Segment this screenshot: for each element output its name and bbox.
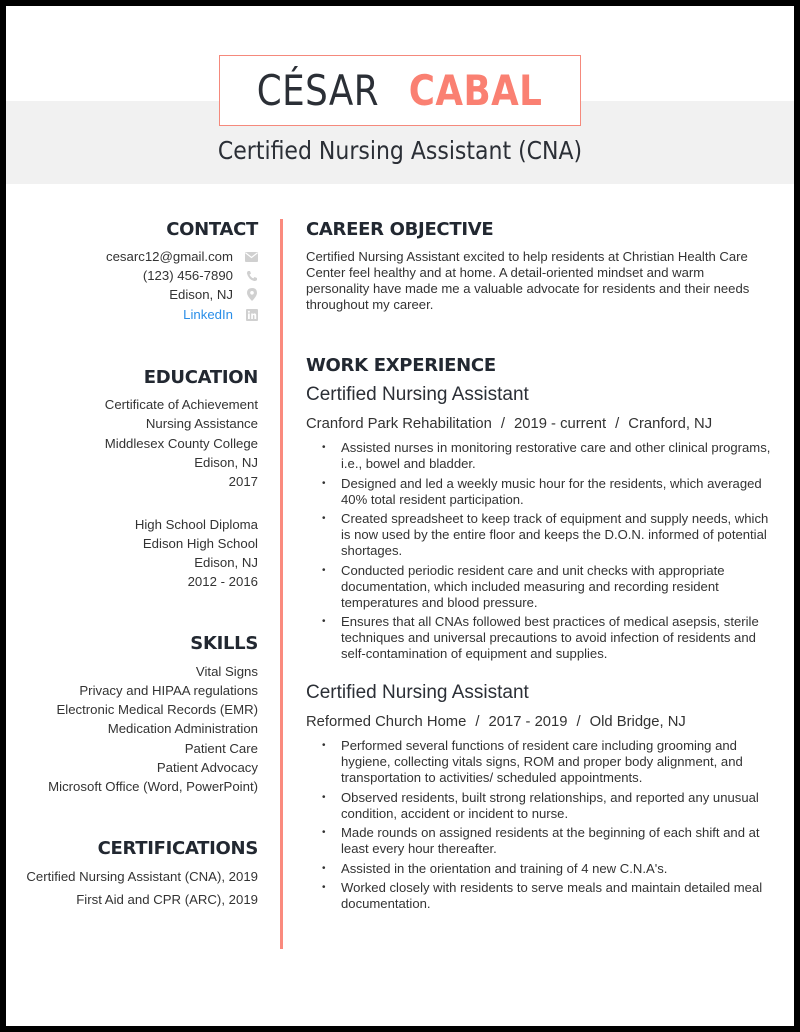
skill-item: Medication Administration bbox=[107, 721, 258, 736]
skill-item: Privacy and HIPAA regulations bbox=[79, 683, 258, 698]
envelope-icon bbox=[245, 250, 258, 263]
job-employer: Reformed Church Home bbox=[306, 714, 467, 730]
skill-item: Electronic Medical Records (EMR) bbox=[56, 702, 258, 717]
education-heading: EDUCATION bbox=[143, 367, 258, 388]
linkedin-link[interactable]: LinkedIn bbox=[183, 307, 233, 322]
education-line: Middlesex County College bbox=[104, 436, 258, 451]
meta-separator: / bbox=[500, 416, 506, 432]
job-location: Old Bridge, NJ bbox=[589, 714, 686, 730]
education-line: Edison, NJ bbox=[194, 455, 258, 470]
skills-heading: SKILLS bbox=[190, 633, 258, 654]
certifications-heading: CERTIFICATIONS bbox=[97, 838, 258, 859]
last-name: CABAL bbox=[409, 66, 543, 115]
phone-icon bbox=[245, 269, 258, 282]
contact-heading: CONTACT bbox=[166, 219, 258, 240]
skill-item: Patient Care bbox=[184, 741, 258, 756]
education-line: 2017 bbox=[228, 474, 258, 489]
job-title-header: Certified Nursing Assistant (CNA) bbox=[217, 136, 583, 165]
linkedin-icon bbox=[245, 308, 258, 321]
meta-separator: / bbox=[475, 714, 480, 730]
objective-heading: CAREER OBJECTIVE bbox=[306, 219, 494, 240]
job-bullet: • Worked closely with residents to serve meals and maintain detailed meal documentation. bbox=[322, 880, 772, 912]
column-divider bbox=[280, 219, 283, 949]
contact-email[interactable] bbox=[106, 249, 258, 264]
meta-separator: / bbox=[576, 714, 581, 730]
name-box bbox=[219, 55, 581, 126]
first-name: CÉSAR bbox=[256, 66, 379, 115]
education-line: Certificate of Achievement bbox=[104, 397, 258, 412]
experience-heading: WORK EXPERIENCE bbox=[306, 355, 496, 376]
job-title: Certified Nursing Assistant bbox=[306, 384, 529, 405]
location-text: Edison, NJ bbox=[169, 287, 233, 302]
job-bullet: • Observed residents, built strong relationships, and reported any unusual condition, accident or incident to nurse. bbox=[322, 790, 772, 822]
education-line: High School Diploma bbox=[134, 517, 258, 532]
job-bullet: • Conducted periodic resident care and unit checks with appropriate documentation, which included measuring and recording resident temperatures and blood pressure. bbox=[322, 563, 772, 611]
phone-text[interactable]: (123) 456-7890 bbox=[142, 268, 233, 283]
job-meta bbox=[306, 714, 686, 730]
job-dates: 2017 - 2019 bbox=[488, 714, 568, 730]
skill-item: Patient Advocacy bbox=[156, 760, 258, 775]
map-pin-icon bbox=[245, 288, 258, 301]
job-bullet: • Made rounds on assigned residents at the beginning of each shift and at least every hour thereafter. bbox=[322, 825, 772, 857]
job-dates: 2019 - current bbox=[514, 416, 607, 432]
job-bullet: • Assisted nurses in monitoring restorative care and other clinical programs, i.e., bowel and bladder. bbox=[322, 440, 772, 472]
resume-page bbox=[6, 6, 794, 1026]
job-bullet: • Assisted in the orientation and training of 4 new C.N.A's. bbox=[322, 861, 772, 877]
job-location: Cranford, NJ bbox=[628, 416, 713, 432]
job-title: Certified Nursing Assistant bbox=[306, 682, 529, 703]
job-bullet: • Ensures that all CNAs followed best practices of medical asepsis, sterile techniques and universal precautions to avoid infection of residents and self-contamination of equipment and supplies. bbox=[322, 614, 772, 662]
education-line: Edison High School bbox=[142, 536, 258, 551]
contact-linkedin[interactable] bbox=[183, 307, 258, 322]
contact-phone[interactable] bbox=[143, 268, 258, 283]
skill-item: Microsoft Office (Word, PowerPoint) bbox=[48, 779, 258, 794]
job-meta bbox=[306, 416, 712, 432]
skill-item: Vital Signs bbox=[195, 664, 258, 679]
job-bullet: • Created spreadsheet to keep track of equipment and supply needs, which is now used by the entire floor and keeps the D.O.N. informed of potential shortages. bbox=[322, 511, 772, 559]
education-line: Nursing Assistance bbox=[145, 416, 258, 431]
email-text[interactable]: cesarc12@gmail.com bbox=[106, 249, 233, 264]
job-bullet: • Performed several functions of resident care including grooming and hygiene, collecting vitals signs, ROM and proper body alignment, and transportation to activities/ scheduled appointments. bbox=[322, 738, 772, 786]
education-line: Edison, NJ bbox=[194, 555, 258, 570]
objective-text: Certified Nursing Assistant excited to help residents at Christian Health Care Center feel healthy and at home. A detail-oriented mindset and warm personality have made me a valuable advocate for residents and their needs throughout my career. bbox=[306, 249, 750, 312]
meta-separator: / bbox=[615, 416, 620, 432]
contact-location bbox=[169, 287, 258, 302]
job-employer: Cranford Park Rehabilitation bbox=[306, 416, 492, 432]
job-bullets bbox=[322, 738, 772, 916]
certification-item: Certified Nursing Assistant (CNA), 2019 bbox=[26, 869, 258, 884]
job-bullet: • Designed and led a weekly music hour for the residents, which averaged 40% total resident participation. bbox=[322, 476, 772, 508]
education-line: 2012 - 2016 bbox=[187, 574, 258, 589]
job-bullets bbox=[322, 440, 772, 666]
certification-item: First Aid and CPR (ARC), 2019 bbox=[76, 892, 258, 907]
